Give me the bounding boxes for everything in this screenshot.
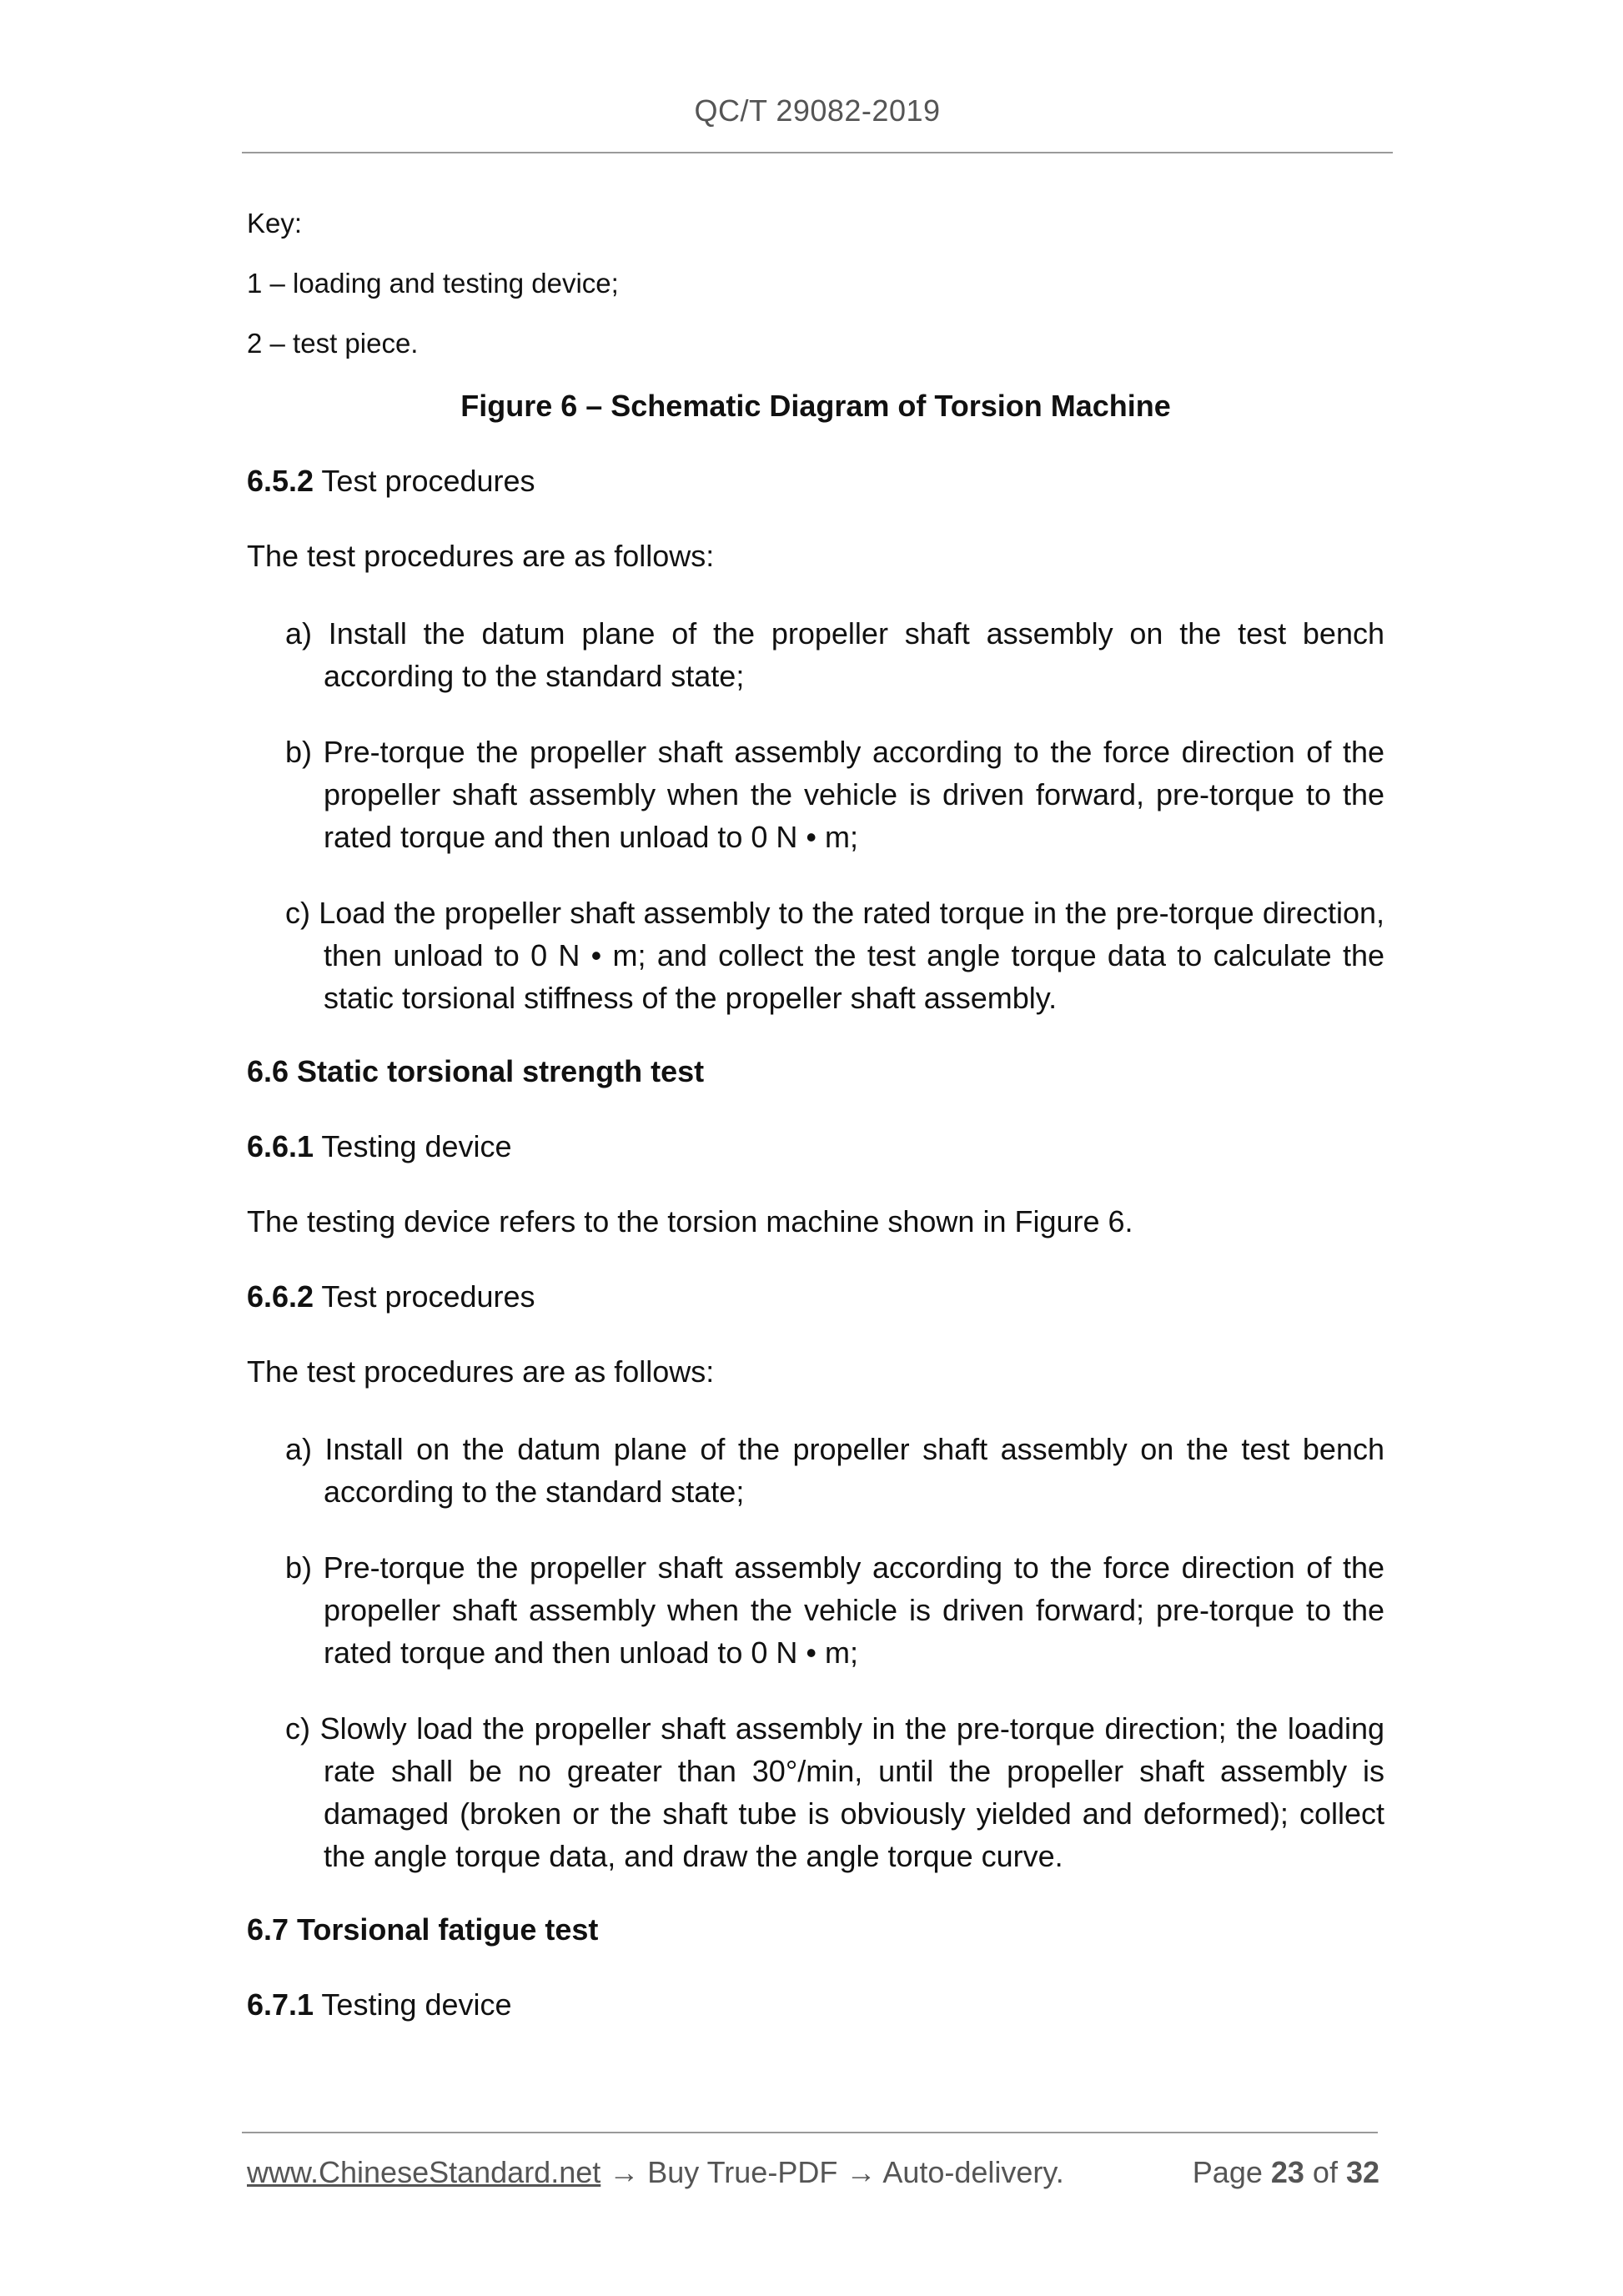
total-pages-number: 32	[1345, 2155, 1379, 2189]
section-number: 6.7.1	[247, 1987, 314, 2022]
section-title: Test procedures	[314, 464, 535, 498]
procedure-item-b: b) Pre-torque the propeller shaft assembly according to the force direction of the propeller shaft assembly when the vehicle is driven forward, pre-torque to the rated torque and then unload to 0 N • m;	[285, 735, 1384, 854]
document-id-header: QC/T 29082-2019	[694, 93, 941, 128]
section-6-7-1-title	[247, 1986, 1384, 2024]
footer-divider	[242, 2132, 1378, 2133]
procedure-item-b: b) Pre-torque the propeller shaft assembly according to the force direction of the propeller shaft assembly when the vehicle is driven forward; pre-torque to the rated torque and then unload to 0 N • m;	[285, 1550, 1384, 1670]
procedure-item-a: a) Install the datum plane of the propeller shaft assembly on the test bench according to the standard state;	[285, 616, 1384, 693]
key-item-1: 1 – loading and testing device;	[247, 268, 619, 299]
section-title: Testing device	[314, 1987, 512, 2022]
section-number: 6.6.2	[247, 1279, 314, 1314]
section-6-5-2-title	[247, 462, 1384, 500]
procedure-item-c: c) Slowly load the propeller shaft assembly in the pre-torque direction; the loading rate shall be no greater than 30°/min, until the propeller shaft assembly is damaged (broken or the shaft tube is obviously yielded and deformed); collect the angle torque data, and draw the angle torque curve.	[285, 1711, 1384, 1873]
section-6-6-1-text: The testing device refers to the torsion machine shown in Figure 6.	[247, 1204, 1133, 1238]
section-title: Testing device	[314, 1129, 512, 1163]
section-number: 6.5.2	[247, 464, 314, 498]
section-6-6-2-title	[247, 1278, 1384, 1316]
current-page-number: 23	[1270, 2155, 1304, 2189]
website-link[interactable]: www.ChineseStandard.net	[247, 2155, 601, 2189]
key-title: Key:	[247, 208, 303, 239]
page-content	[247, 207, 1384, 2061]
header-divider	[242, 152, 1393, 153]
section-6-6-1-title	[247, 1128, 1384, 1166]
key-item-2: 2 – test piece.	[247, 328, 419, 359]
section-6-6-2-intro: The test procedures are as follows:	[247, 1354, 715, 1389]
footer-tagline: → Buy True-PDF → Auto-delivery.	[600, 2155, 1064, 2189]
footer-left	[247, 2155, 1064, 2190]
section-6-5-2-intro: The test procedures are as follows:	[247, 539, 715, 573]
of-word: of	[1304, 2155, 1346, 2189]
section-6-6-heading: 6.6 Static torsional strength test	[247, 1054, 705, 1088]
section-title: Test procedures	[314, 1279, 535, 1314]
page-indicator	[1193, 2155, 1379, 2190]
section-number: 6.6.1	[247, 1129, 314, 1163]
section-6-7-heading: 6.7 Torsional fatigue test	[247, 1912, 599, 1947]
figure-caption: Figure 6 – Schematic Diagram of Torsion Machine	[460, 389, 1171, 423]
procedure-item-c: c) Load the propeller shaft assembly to the rated torque in the pre-torque direction, then unload to 0 N • m; and collect the test angle torque data to calculate the static torsional stiffness of the propeller shaft assembly.	[285, 896, 1384, 1015]
procedure-item-a: a) Install on the datum plane of the propeller shaft assembly on the test bench according to the standard state;	[285, 1432, 1384, 1509]
page-word: Page	[1192, 2155, 1271, 2189]
